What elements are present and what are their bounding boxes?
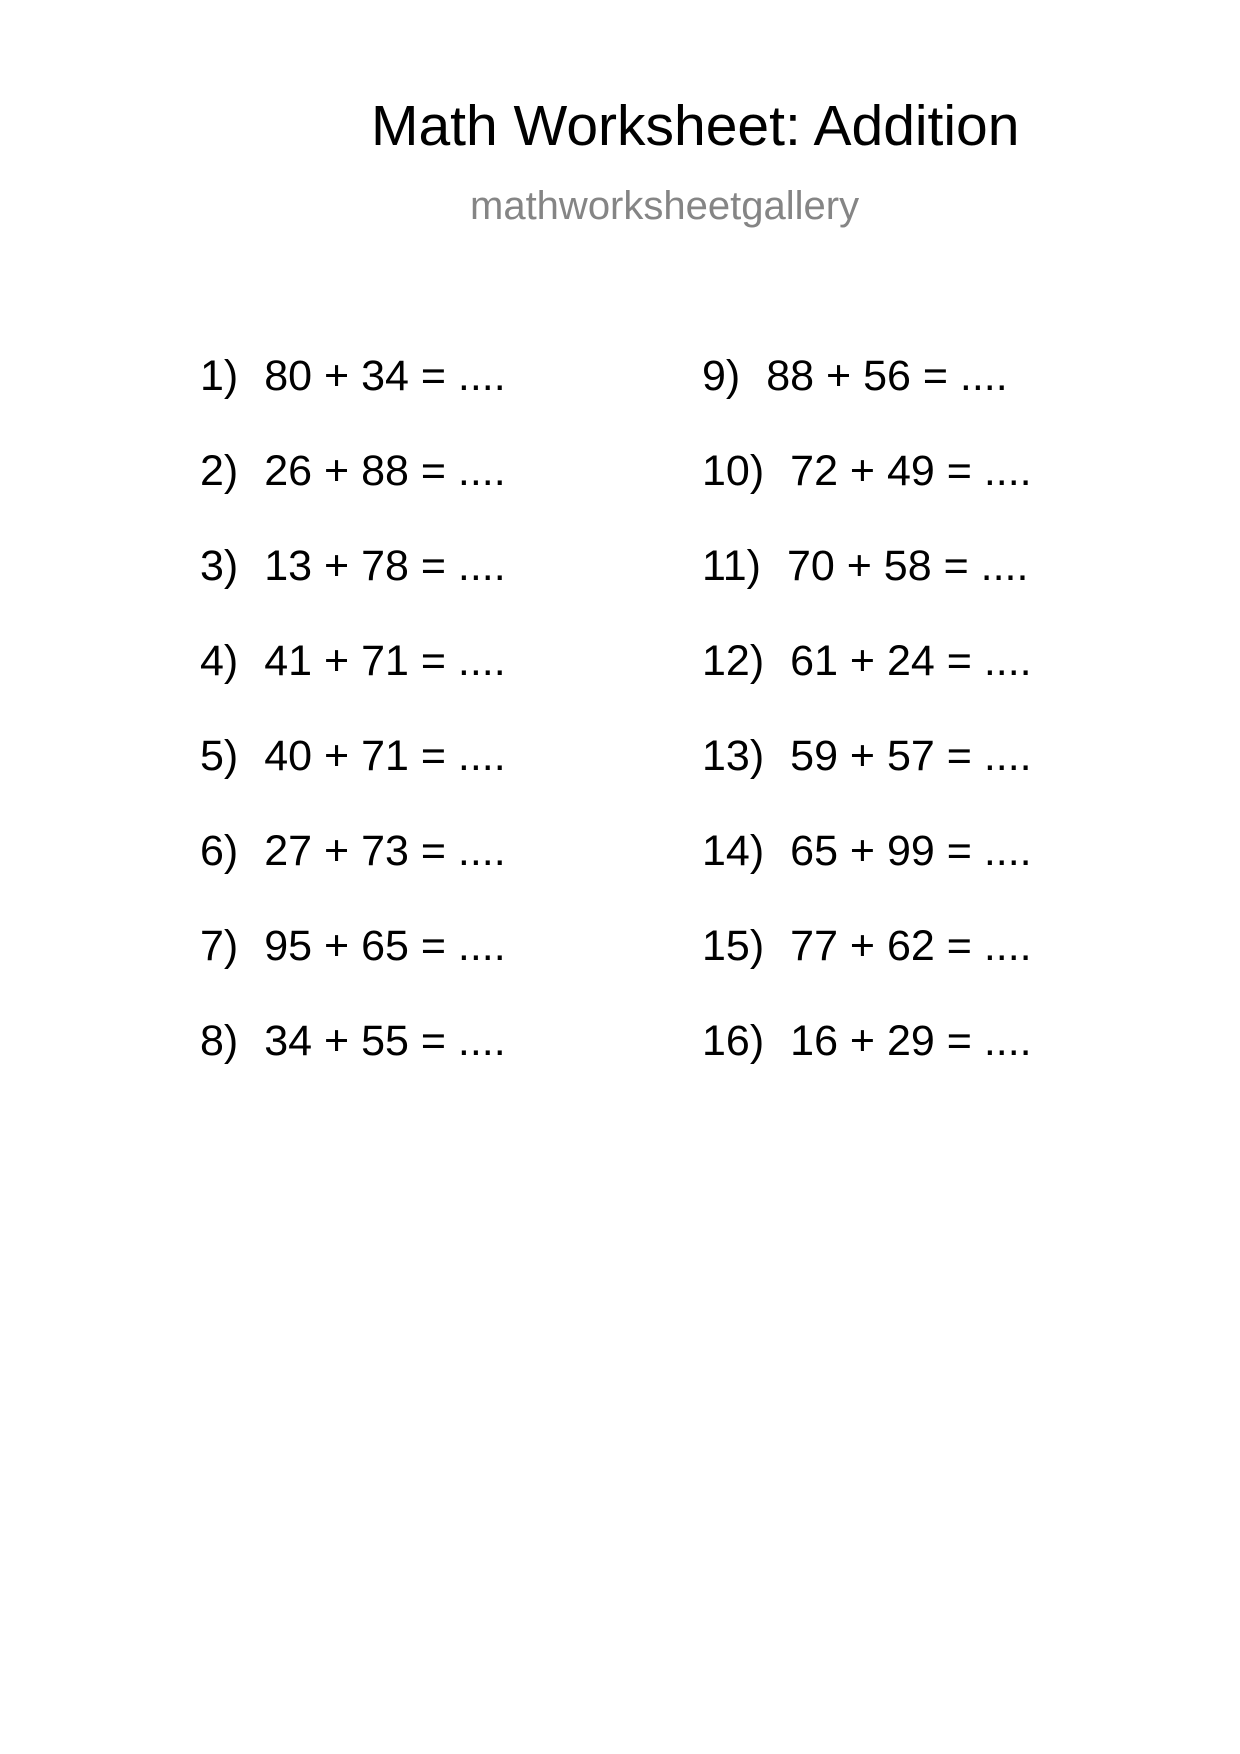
- problem-number: 9): [702, 352, 741, 400]
- problem-item: [702, 542, 1032, 637]
- problem-item: [200, 542, 506, 637]
- problem-column-right: [702, 352, 1032, 1112]
- problem-number: 5): [200, 732, 239, 780]
- problem-item: [200, 352, 506, 447]
- problem-item: [200, 1017, 506, 1112]
- problem-number: 15): [702, 922, 765, 970]
- problem-number: 12): [702, 637, 765, 685]
- problem-number: 16): [702, 1017, 765, 1065]
- problem-number: 6): [200, 827, 239, 875]
- problem-number: 4): [200, 637, 239, 685]
- problem-item: [200, 827, 506, 922]
- problem-expression: 80 + 34 = ....: [264, 352, 506, 400]
- problem-number: 11): [702, 542, 761, 590]
- problem-item: [702, 352, 1032, 447]
- problem-item: [702, 827, 1032, 922]
- problem-item: [200, 637, 506, 732]
- problem-item: [702, 1017, 1032, 1112]
- problem-expression: 40 + 71 = ....: [264, 732, 506, 780]
- problem-item: [200, 922, 506, 1017]
- problem-item: [702, 922, 1032, 1017]
- problem-number: 8): [200, 1017, 239, 1065]
- problem-item: [702, 447, 1032, 542]
- problem-number: 14): [702, 827, 765, 875]
- problem-expression: 88 + 56 = ....: [766, 352, 1008, 400]
- problem-expression: 70 + 58 = ....: [786, 542, 1029, 590]
- problem-item: [200, 732, 506, 827]
- problem-number: 1): [200, 352, 239, 400]
- problem-expression: 16 + 29 = ....: [790, 1017, 1032, 1065]
- problem-item: [702, 732, 1032, 827]
- problem-number: 3): [200, 542, 239, 590]
- problem-expression: 72 + 49 = ....: [790, 447, 1032, 495]
- problem-expression: 34 + 55 = ....: [264, 1017, 506, 1065]
- problem-column-left: [200, 352, 506, 1112]
- problem-item: [200, 447, 506, 542]
- page-title: Math Worksheet: Addition: [371, 94, 1020, 158]
- problem-expression: 77 + 62 = ....: [790, 922, 1032, 970]
- page-subtitle: mathworksheetgallery: [470, 184, 860, 228]
- problem-number: 7): [200, 922, 239, 970]
- problem-number: 2): [200, 447, 239, 495]
- problem-number: 13): [702, 732, 765, 780]
- problem-expression: 27 + 73 = ....: [264, 827, 506, 875]
- problem-expression: 95 + 65 = ....: [264, 922, 506, 970]
- problem-item: [702, 637, 1032, 732]
- problem-expression: 41 + 71 = ....: [264, 637, 506, 685]
- problem-expression: 13 + 78 = ....: [264, 542, 506, 590]
- problem-expression: 65 + 99 = ....: [790, 827, 1032, 875]
- problem-number: 10): [702, 447, 765, 495]
- problem-expression: 26 + 88 = ....: [264, 447, 506, 495]
- problem-expression: 59 + 57 = ....: [790, 732, 1032, 780]
- problem-expression: 61 + 24 = ....: [790, 637, 1032, 685]
